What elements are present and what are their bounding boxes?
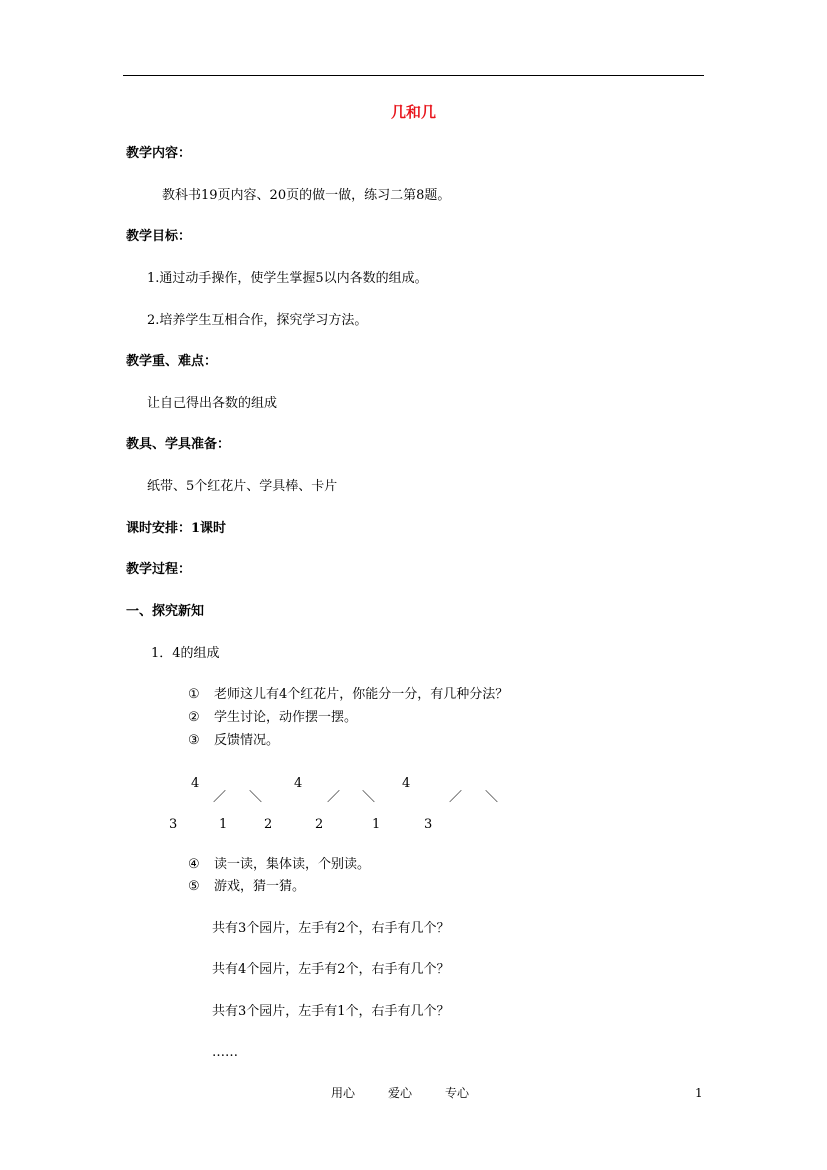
part1-heading: 一、探究新知 bbox=[126, 604, 205, 619]
game-question-3: 共有3个园片，左手有1个，右手有几个？ bbox=[212, 1004, 450, 1019]
footer-word-3: 专心 bbox=[445, 1086, 470, 1100]
group3-backslash: ＼ bbox=[485, 790, 499, 805]
group1-total: 4 bbox=[191, 776, 200, 791]
footer-word-2: 爱心 bbox=[388, 1086, 413, 1100]
content-text: 教科书19页内容、20页的做一做，练习二第8题。 bbox=[162, 188, 451, 203]
group3-left: 1 bbox=[372, 817, 381, 832]
page-number: 1 bbox=[695, 1086, 703, 1100]
group1-right: 1 bbox=[219, 817, 228, 832]
step-3-text: 反馈情况。 bbox=[214, 733, 280, 748]
header-rule bbox=[123, 75, 704, 76]
schedule-text: 课时安排：1课时 bbox=[126, 521, 227, 536]
game-question-1: 共有3个园片，左手有2个，右手有几个？ bbox=[212, 921, 450, 936]
group2-right: 2 bbox=[315, 817, 324, 832]
materials-text: 纸带、5个红花片、学具棒、卡片 bbox=[147, 479, 338, 494]
step-1-text: 老师这儿有4个红花片，你能分一分，有几种分法？ bbox=[214, 687, 509, 702]
process-heading: 教学过程： bbox=[126, 562, 192, 577]
group1-left: 3 bbox=[169, 817, 178, 832]
sub1-heading: 1．4的组成 bbox=[151, 646, 220, 661]
step-4-text: 读一读，集体读，个别读。 bbox=[214, 857, 371, 872]
game-question-2: 共有4个园片，左手有2个，右手有几个？ bbox=[212, 962, 450, 977]
group3-total: 4 bbox=[402, 776, 411, 791]
materials-heading: 教具、学具准备： bbox=[126, 437, 231, 452]
step-1-marker: ① bbox=[188, 687, 200, 702]
footer-word-1: 用心 bbox=[331, 1086, 356, 1100]
group2-left: 2 bbox=[264, 817, 273, 832]
goals-heading: 教学目标： bbox=[126, 229, 192, 244]
group1-backslash: ＼ bbox=[249, 790, 263, 805]
group2-total: 4 bbox=[294, 776, 303, 791]
step-3-marker: ③ bbox=[188, 733, 200, 748]
group2-slash: ／ bbox=[327, 790, 341, 805]
group3-right: 3 bbox=[424, 817, 433, 832]
content-heading: 教学内容： bbox=[126, 146, 192, 161]
step-4-marker: ④ bbox=[188, 857, 200, 872]
page-title: 几和几 bbox=[390, 103, 436, 121]
step-2-marker: ② bbox=[188, 710, 200, 725]
step-5-marker: ⑤ bbox=[188, 879, 200, 894]
group2-backslash: ＼ bbox=[362, 790, 376, 805]
keypoints-heading: 教学重、难点： bbox=[126, 354, 218, 369]
game-ellipsis: …… bbox=[212, 1045, 238, 1060]
group1-slash: ／ bbox=[213, 790, 227, 805]
step-5-text: 游戏，猜一猜。 bbox=[214, 879, 306, 894]
step-2-text: 学生讨论，动作摆一摆。 bbox=[214, 710, 358, 725]
group3-slash: ／ bbox=[449, 790, 463, 805]
goal-1: 1.通过动手操作，使学生掌握5以内各数的组成。 bbox=[147, 271, 428, 286]
goal-2: 2.培养学生互相合作，探究学习方法。 bbox=[147, 313, 368, 328]
keypoints-text: 让自己得出各数的组成 bbox=[147, 396, 278, 411]
